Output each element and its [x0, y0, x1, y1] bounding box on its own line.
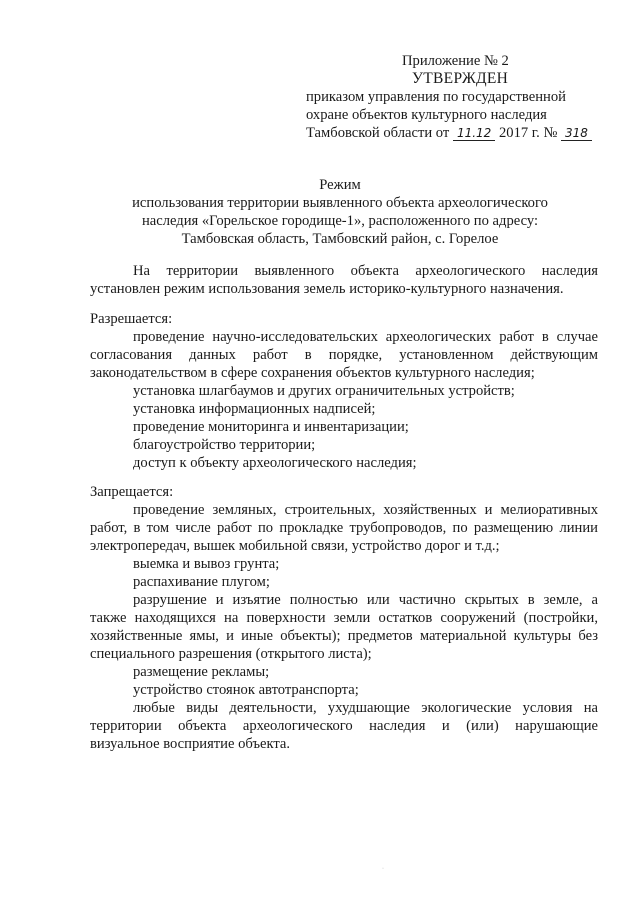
region-date-prefix: Тамбовской области от [306, 125, 450, 141]
approved-label: УТВЕРЖДЕН [412, 70, 509, 87]
title-heading: Режим [319, 177, 361, 193]
allowed-item-5: благоустройство территории; [133, 437, 316, 453]
allowed-item-1-line-3: законодательством в сфере сохранения объектов культурного наследия; [90, 365, 535, 381]
approval-line-3 [306, 124, 606, 142]
forbidden-item-3: распахивание плугом; [133, 574, 270, 590]
allowed-heading: Разрешается: [90, 311, 173, 327]
forbidden-item-7-line-3: визуальное восприятие объекта. [90, 736, 291, 752]
forbidden-item-1-line-1: проведение земляных, строительных, хозяйственных и мелиоративных [133, 502, 598, 518]
forbidden-item-4-line-2: также находящихся на поверхности земли остатков сооружений (постройки, [90, 610, 598, 626]
approval-header [306, 52, 606, 142]
forbidden-section [90, 483, 598, 753]
handwritten-date: 11.12 [453, 127, 495, 141]
intro-line-1: На территории выявленного объекта археологического наследия [133, 263, 598, 279]
appendix-label: Приложение № 2 [402, 53, 509, 69]
year-number-text: 2017 г. № [498, 125, 558, 141]
forbidden-item-5: размещение рекламы; [133, 664, 270, 680]
allowed-section [90, 310, 598, 472]
allowed-item-4: проведение мониторинга и инвентаризации; [133, 419, 409, 435]
allowed-item-1-line-2: согласования данных работ в порядке, установленном действующим [90, 347, 598, 363]
intro-paragraph [90, 262, 598, 298]
forbidden-item-1-line-3: электропередач, вышек мобильной связи, устройство дорог и т.д.; [90, 538, 500, 554]
forbidden-item-6: устройство стоянок автотранспорта; [133, 682, 359, 698]
allowed-item-1-line-1: проведение научно-исследовательских археологических работ в случае [133, 329, 598, 345]
title-line-3: Тамбовская область, Тамбовский район, с. Горелое [181, 231, 499, 247]
allowed-item-3: установка информационных надписей; [133, 401, 376, 417]
forbidden-item-4-line-4: специального разрешения (открытого листа); [90, 646, 372, 662]
title-line-1: использования территории выявленного объекта археологического [132, 195, 548, 211]
document-title [100, 176, 580, 248]
forbidden-heading: Запрещается: [90, 484, 174, 500]
forbidden-item-4-line-1: разрушение и изъятие полностью или частично скрытых в земле, а [133, 592, 598, 608]
approval-line-1: приказом управления по государственной [306, 89, 566, 105]
scan-dot: · [382, 866, 384, 872]
approval-line-2: охране объектов культурного наследия [306, 107, 547, 123]
intro-line-2: установлен режим использования земель историко-культурного назначения. [90, 281, 564, 297]
title-line-2: наследия «Горельское городище-1», расположенного по адресу: [141, 213, 539, 229]
allowed-item-2: установка шлагбаумов и других ограничительных устройств; [133, 383, 515, 399]
forbidden-item-4-line-3: хозяйственные ямы, и иные объекты); предметов материальной культуры без [90, 628, 598, 644]
forbidden-item-2: выемка и вывоз грунта; [133, 556, 280, 572]
allowed-item-6: доступ к объекту археологического наследия; [133, 455, 417, 471]
forbidden-item-7-line-2: территории объекта археологического наследия и (или) нарушающие [90, 718, 598, 734]
handwritten-number: 318 [561, 127, 592, 141]
forbidden-item-7-line-1: любые виды деятельности, ухудшающие экологические условия на [133, 700, 598, 716]
forbidden-item-1-line-2: работ, в том числе работ по прокладке трубопроводов, по размещению линии [90, 520, 598, 536]
